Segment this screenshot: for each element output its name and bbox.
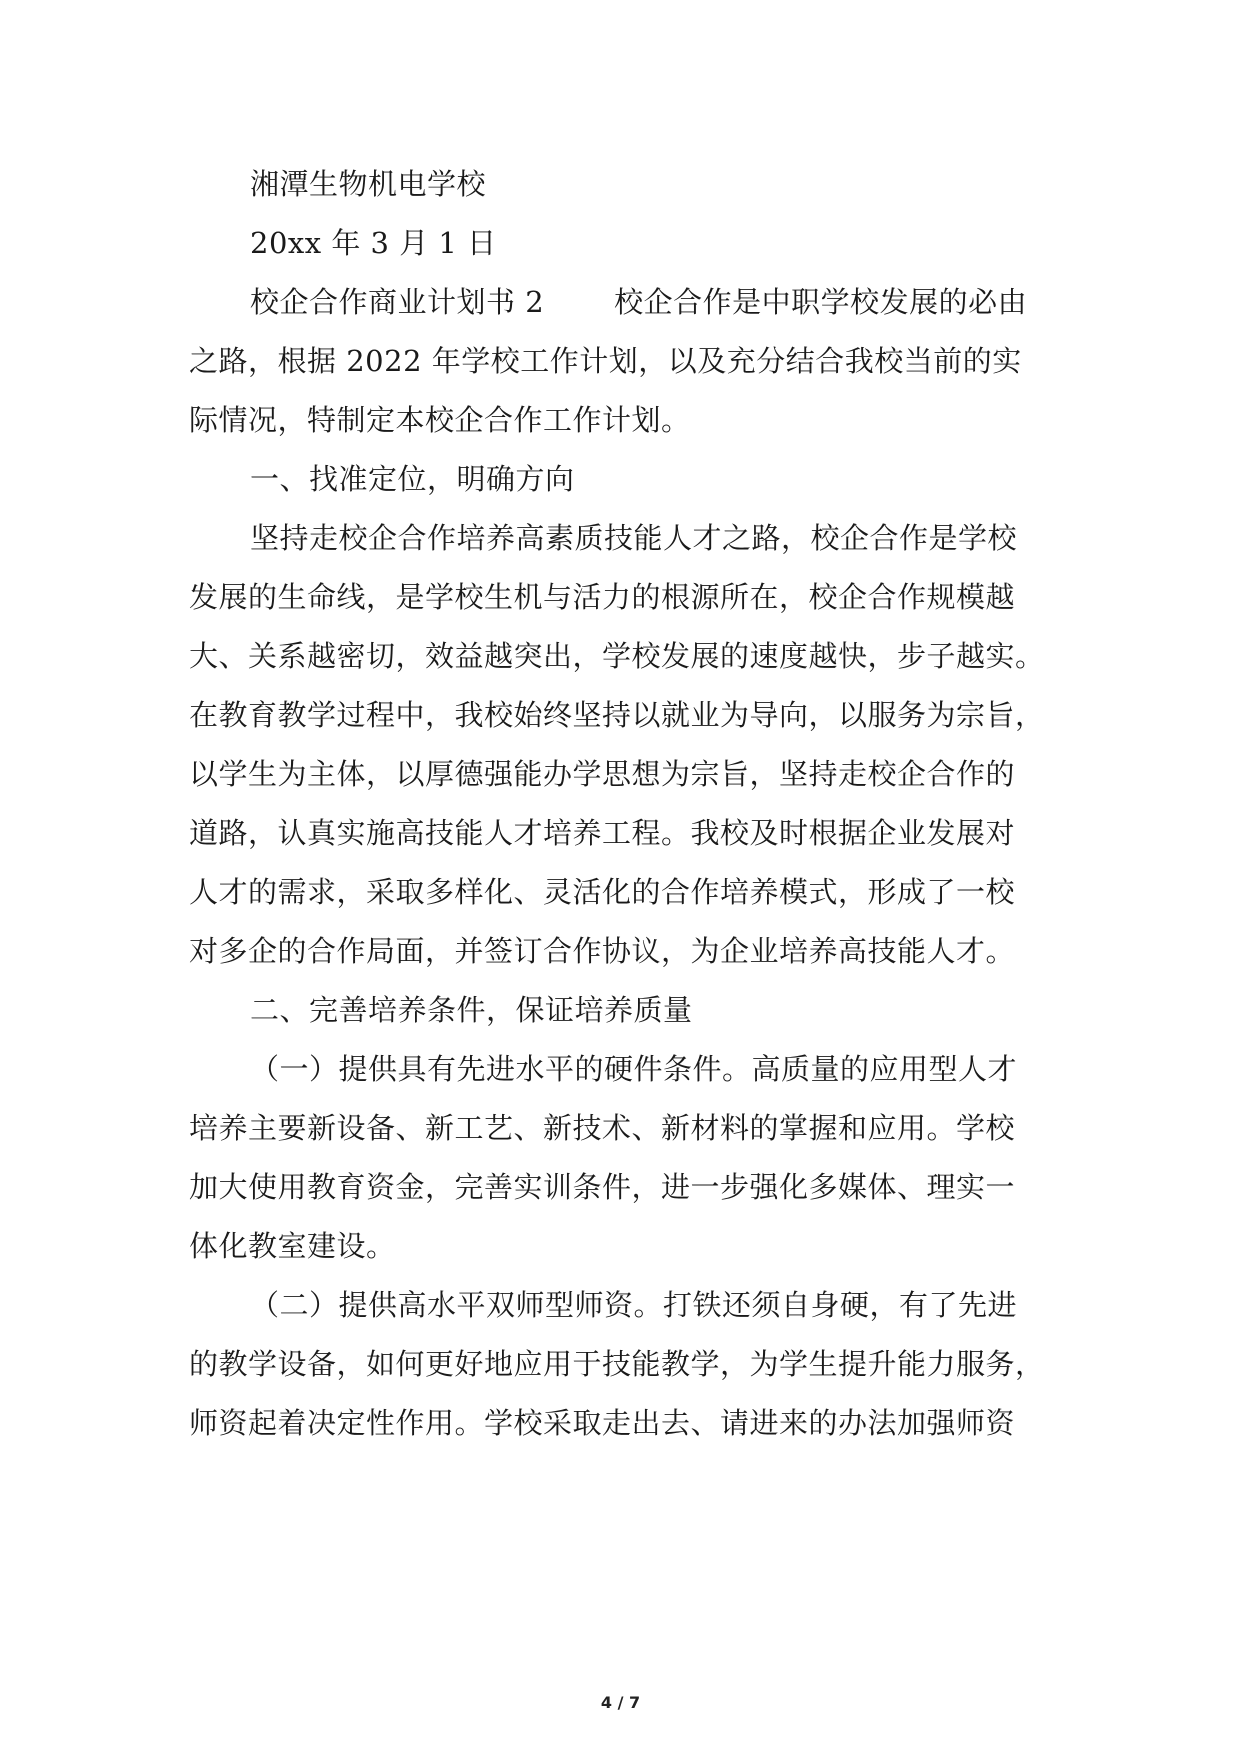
paragraph-line: 体化教室建设。 (189, 1229, 396, 1263)
paragraph-line: 加大使用教育资金，完善实训条件，进一步强化多媒体、理实一 (189, 1170, 1016, 1204)
paragraph-line: （二）提供高水平双师型师资。打铁还须自身硬，有了先进 (250, 1288, 1018, 1322)
paragraph-line (189, 273, 1059, 332)
paragraph-line: 道路，认真实施高技能人才培养工程。我校及时根据企业发展对 (189, 816, 1016, 850)
paragraph-line: 以学生为主体，以厚德强能办学思想为宗旨，坚持走校企合作的 (189, 757, 1016, 791)
paragraph-line: 际情况，特制定本校企合作工作计划。 (189, 403, 691, 437)
section-heading: 一、找准定位，明确方向 (250, 462, 575, 496)
paragraph-line: 在教育教学过程中，我校始终坚持以就业为导向，以服务为宗旨， (189, 698, 1045, 732)
page-number: 4 / 7 (600, 1693, 641, 1712)
paragraph-line: 发展的生命线，是学校生机与活力的根源所在，校企合作规模越 (189, 580, 1016, 614)
paragraph-line: 师资起着决定性作用。学校采取走出去、请进来的办法加强师资 (189, 1406, 1016, 1440)
paragraph-line: 之路，根据 2022 年学校工作计划，以及充分结合我校当前的实 (189, 344, 1022, 378)
section-title: 校企合作商业计划书 2 (250, 285, 545, 319)
paragraph-line: 培养主要新设备、新工艺、新技术、新材料的掌握和应用。学校 (189, 1111, 1016, 1145)
school-name: 湘潭生物机电学校 (250, 167, 487, 201)
document-date: 20xx 年 3 月 1 日 (250, 226, 497, 260)
section-heading: 二、完善培养条件，保证培养质量 (250, 993, 693, 1027)
document-body (189, 155, 1059, 1453)
paragraph-line: 的教学设备，如何更好地应用于技能教学，为学生提升能力服务， (189, 1347, 1045, 1381)
paragraph-text: 校企合作是中职学校发展的必由 (614, 285, 1028, 319)
paragraph-line: 人才的需求，采取多样化、灵活化的合作培养模式，形成了一校 (189, 875, 1016, 909)
paragraph-line: 大、关系越密切，效益越突出，学校发展的速度越快，步子越实。 (189, 639, 1045, 673)
school-name-line (189, 155, 1059, 214)
paragraph-line: 对多企的合作局面，并签订合作协议，为企业培养高技能人才。 (189, 934, 1016, 968)
date-line (189, 214, 1059, 273)
paragraph-line: 坚持走校企合作培养高素质技能人才之路，校企合作是学校 (250, 521, 1018, 555)
paragraph-line: （一）提供具有先进水平的硬件条件。高质量的应用型人才 (250, 1052, 1018, 1086)
